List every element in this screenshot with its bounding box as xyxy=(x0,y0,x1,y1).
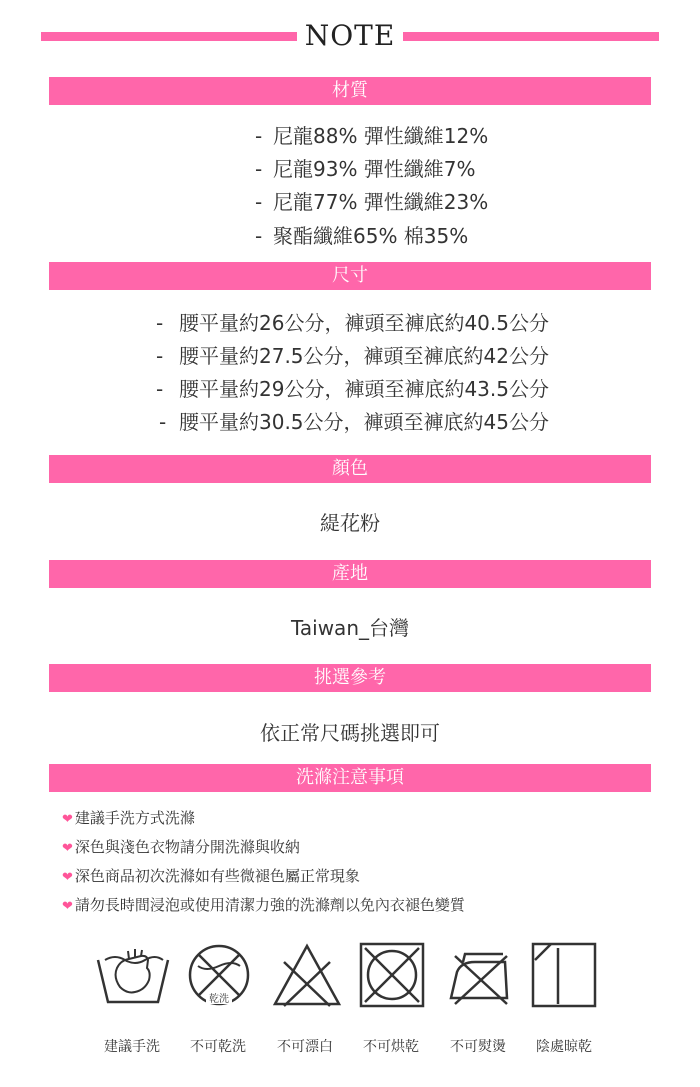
no-bleach-label: 不可漂白 xyxy=(277,1039,333,1055)
no-dry-clean-icon xyxy=(186,942,252,1008)
size-heading: 尺寸 xyxy=(49,262,651,290)
care-list xyxy=(62,804,465,920)
material-heading: 材質 xyxy=(49,77,651,105)
fit-value: 依正常尺碼挑選即可 xyxy=(260,721,440,745)
care-heading: 洗滌注意事項 xyxy=(49,764,651,792)
note-title: NOTE xyxy=(0,19,700,52)
no-bleach-icon xyxy=(272,942,342,1008)
heart-icon: ❤ xyxy=(62,841,73,856)
heart-icon: ❤ xyxy=(62,812,73,827)
list-item: ❤ 深色商品初次洗滌如有些微褪色屬正常現象 xyxy=(62,867,360,885)
fit-heading: 挑選參考 xyxy=(49,664,651,692)
no-dry-clean-label: 不可乾洗 xyxy=(190,1039,246,1055)
heart-icon: ❤ xyxy=(62,899,73,914)
origin-value: Taiwan_台灣 xyxy=(290,616,409,640)
hand-wash-icon xyxy=(95,942,171,1008)
dry-clean-mark: 乾洗 xyxy=(209,994,229,1005)
list-item: ❤ 建議手洗方式洗滌 xyxy=(62,809,195,827)
list-item: ❤ 請勿長時間浸泡或使用清潔力強的洗滌劑以免內衣褪色變質 xyxy=(62,896,465,914)
no-tumble-dry-label: 不可烘乾 xyxy=(363,1039,419,1055)
no-iron-icon xyxy=(445,942,515,1008)
hand-wash-label: 建議手洗 xyxy=(104,1039,160,1055)
origin-heading: 產地 xyxy=(49,560,651,588)
no-tumble-dry-icon xyxy=(359,942,425,1008)
shade-dry-icon xyxy=(531,942,597,1008)
color-value: 緹花粉 xyxy=(320,511,380,535)
heart-icon: ❤ xyxy=(62,870,73,885)
color-heading: 顏色 xyxy=(49,455,651,483)
list-item: ❤ 深色與淺色衣物請分開洗滌與收納 xyxy=(62,838,300,856)
no-iron-label: 不可熨燙 xyxy=(450,1039,506,1055)
shade-dry-label: 陰處晾乾 xyxy=(536,1039,592,1055)
